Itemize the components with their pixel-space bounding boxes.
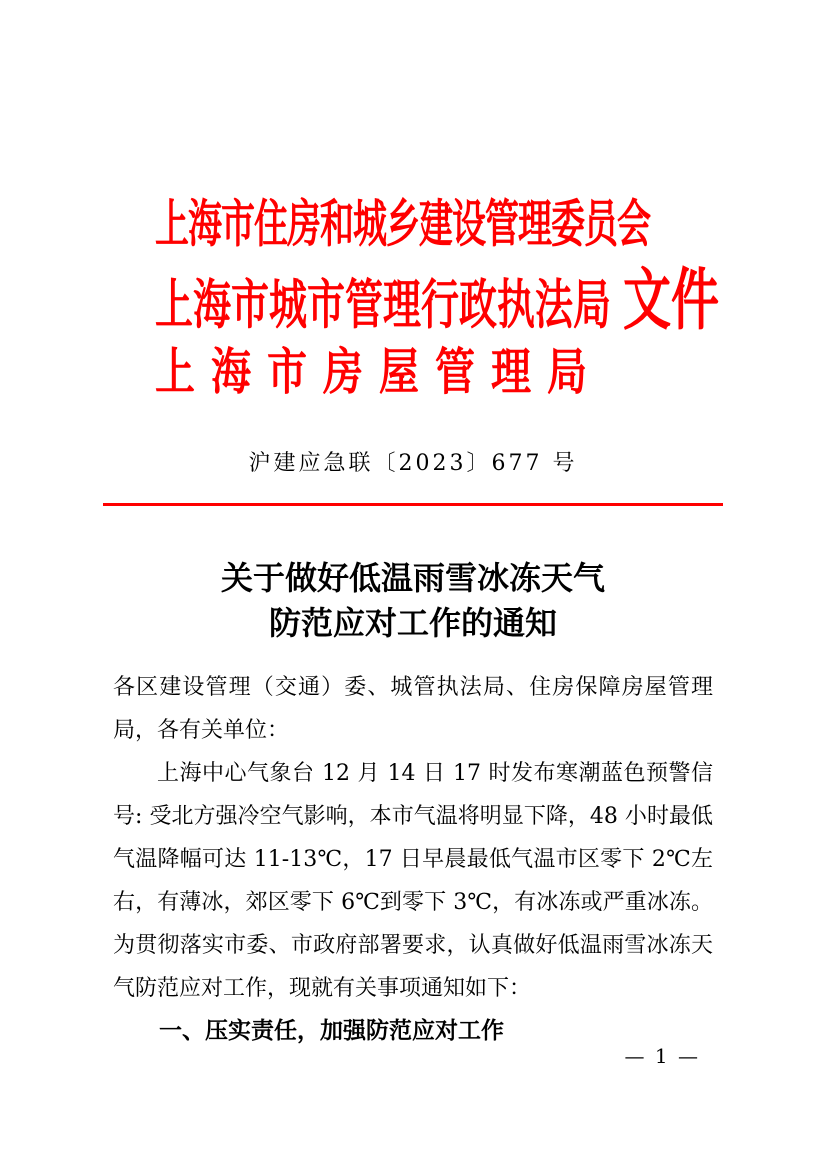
letterhead-doc-word: 文件 xyxy=(623,261,720,340)
body-paragraph-1: 上海中心气象台 12 月 14 日 17 时发布寒潮蓝色预警信号: 受北方强冷空气影响，本市气温将明显下降，48 小时最低气温降幅可达 11-13℃，17 日早晨最低气温市区零下 2℃左右，有薄冰，郊区零下 6℃到零下 3℃，有冰冻或严重冰冻。为贯彻落实市委、市政府部署要求，认真做好低温雨雪冰冻天气防范应对工作，现就有关事项通知如下： xyxy=(113,761,713,1001)
salutation: 各区建设管理（交通）委、城管执法局、住房保障房屋管理局，各有关单位： xyxy=(113,675,713,743)
document-title-line-2: 防范应对工作的通知 xyxy=(268,604,557,642)
document-number: 沪建应急联〔2023〕677 号 xyxy=(248,451,578,476)
document-title-line-1: 关于做好低温雨雪冰冻天气 xyxy=(220,559,605,597)
page-number: — 1 — xyxy=(624,1044,700,1068)
section-1-heading: 一、压实责任，加强防范应对工作 xyxy=(159,1018,504,1044)
letterhead-agency-line-3: 上海市房屋管理局 xyxy=(155,342,603,402)
document-title xyxy=(0,556,826,646)
letterhead-agency-line-2: 上海市城市管理行政执法局 xyxy=(155,272,612,336)
letterhead xyxy=(155,183,719,403)
red-divider-line xyxy=(103,503,723,506)
document-body xyxy=(113,666,713,1053)
letterhead-agency-line-1: 上海市住房和城乡建设管理委员会 xyxy=(155,194,650,255)
